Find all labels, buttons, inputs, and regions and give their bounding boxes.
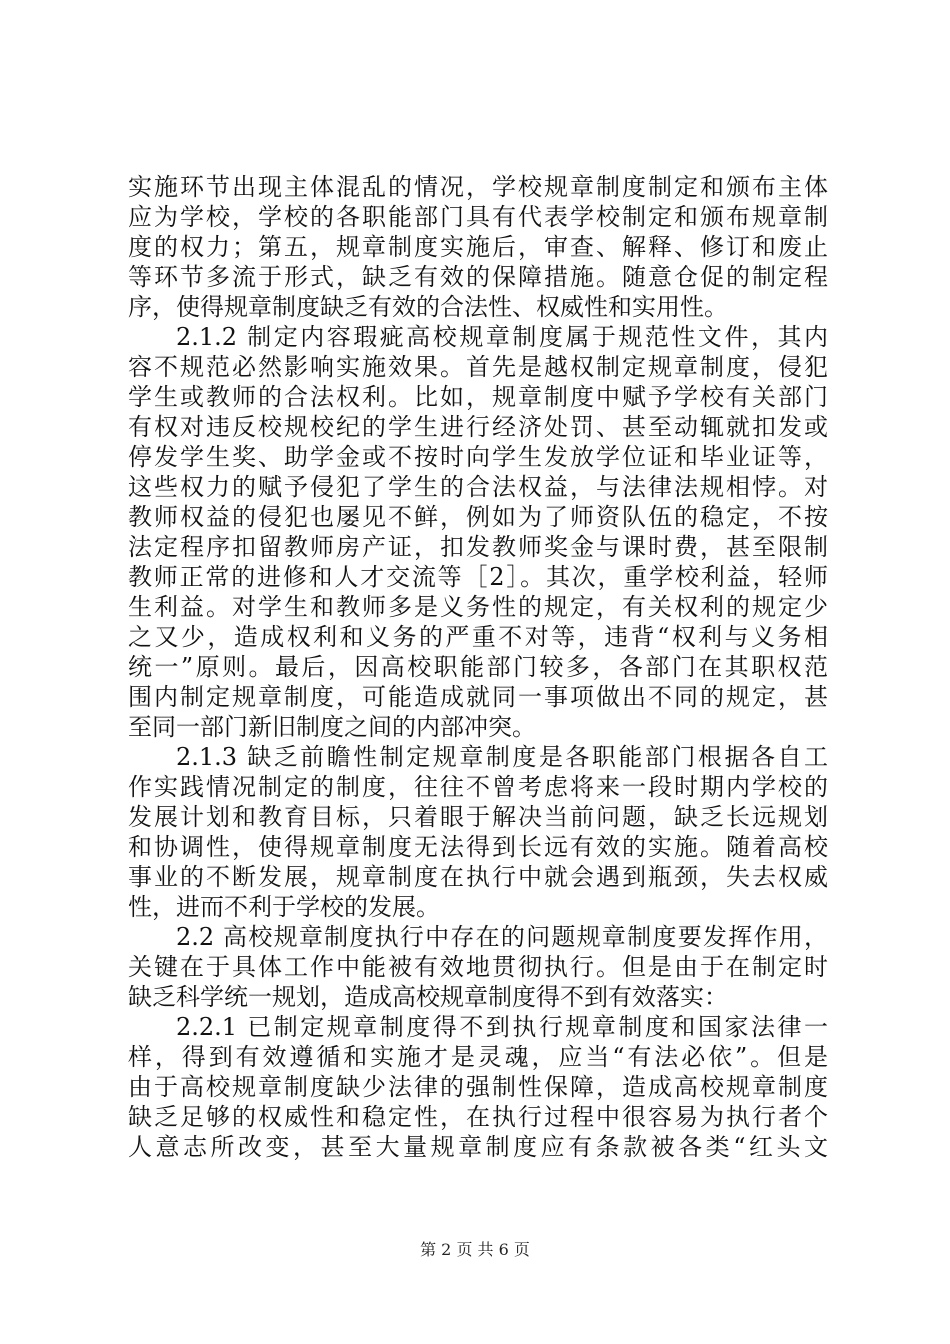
text-line: 2.1.2 制定内容瑕疵高校规章制度属于规范性文件，其内 [176, 323, 828, 351]
paragraph [128, 922, 828, 1012]
text-line: 发展计划和教育目标，只着眼于解决当前问题，缺乏长远规划 [128, 803, 828, 831]
text-line: 停发学生奖、助学金或不按时向学生发放学位证和毕业证等， [128, 443, 828, 471]
text-line: 实施环节出现主体混乱的情况，学校规章制度制定和颁布主体 [128, 173, 828, 201]
text-line: 之又少，造成权利和义务的严重不对等，违背“权利与义务相 [128, 623, 828, 651]
text-line: 样，得到有效遵循和实施才是灵魂，应当“有法必依”。但是 [128, 1043, 828, 1071]
text-line: 学生或教师的合法权利。比如，规章制度中赋予学校有关部门 [128, 383, 828, 411]
text-line: 统一”原则。最后，因高校职能部门较多，各部门在其职权范 [128, 653, 828, 681]
text-line: 性，进而不利于学校的发展。 [128, 893, 440, 921]
paragraph [128, 172, 828, 322]
text-line: 由于高校规章制度缺少法律的强制性保障，造成高校规章制度 [128, 1073, 828, 1101]
text-line: 2.2.1 已制定规章制度得不到执行规章制度和国家法律一 [176, 1013, 828, 1041]
text-line: 至同一部门新旧制度之间的内部冲突。 [128, 713, 536, 741]
text-line: 等环节多流于形式，缺乏有效的保障措施。随意仓促的制定程 [128, 263, 828, 291]
text-line: 序，使得规章制度缺乏有效的合法性、权威性和实用性。 [128, 293, 728, 321]
text-line: 2.1.3 缺乏前瞻性制定规章制度是各职能部门根据各自工 [176, 743, 828, 771]
text-line: 缺乏科学统一规划，造成高校规章制度得不到有效落实： [128, 983, 728, 1011]
text-line: 和协调性，使得规章制度无法得到长远有效的实施。随着高校 [128, 833, 828, 861]
text-line: 关键在于具体工作中能被有效地贯彻执行。但是由于在制定时 [128, 953, 828, 981]
text-line: 教师权益的侵犯也屡见不鲜，例如为了师资队伍的稳定，不按 [128, 503, 828, 531]
text-line: 有权对违反校规校纪的学生进行经济处罚、甚至动辄就扣发或 [128, 413, 828, 441]
text-line: 人意志所改变，甚至大量规章制度应有条款被各类“红头文 [128, 1133, 828, 1161]
text-line: 应为学校，学校的各职能部门具有代表学校制定和颁布规章制 [128, 203, 828, 231]
paragraph [128, 742, 828, 922]
text-line: 2.2 高校规章制度执行中存在的问题规章制度要发挥作用， [176, 923, 828, 951]
paragraph [128, 322, 828, 742]
text-line: 容不规范必然影响实施效果。首先是越权制定规章制度，侵犯 [128, 353, 828, 381]
text-line: 法定程序扣留教师房产证，扣发教师奖金与课时费，甚至限制 [128, 533, 828, 561]
text-line: 这些权力的赋予侵犯了学生的合法权益，与法律法规相悖。对 [128, 473, 828, 501]
text-line: 作实践情况制定的制度，往往不曾考虑将来一段时期内学校的 [128, 773, 828, 801]
document-body [128, 172, 828, 1162]
text-line: 缺乏足够的权威性和稳定性，在执行过程中很容易为执行者个 [128, 1103, 828, 1131]
page-footer: 第 2 页 共 6 页 [420, 1240, 530, 1259]
text-line: 围内制定规章制度，可能造成就同一事项做出不同的规定，甚 [128, 683, 828, 711]
text-line: 事业的不断发展，规章制度在执行中就会遇到瓶颈，失去权威 [128, 863, 828, 891]
text-line: 度的权力；第五，规章制度实施后，审查、解释、修订和废止 [128, 233, 828, 261]
paragraph [128, 1012, 828, 1162]
text-line: 生利益。对学生和教师多是义务性的规定，有关权利的规定少 [128, 593, 828, 621]
text-line: 教师正常的进修和人才交流等［2］。其次，重学校利益，轻师 [128, 563, 828, 591]
